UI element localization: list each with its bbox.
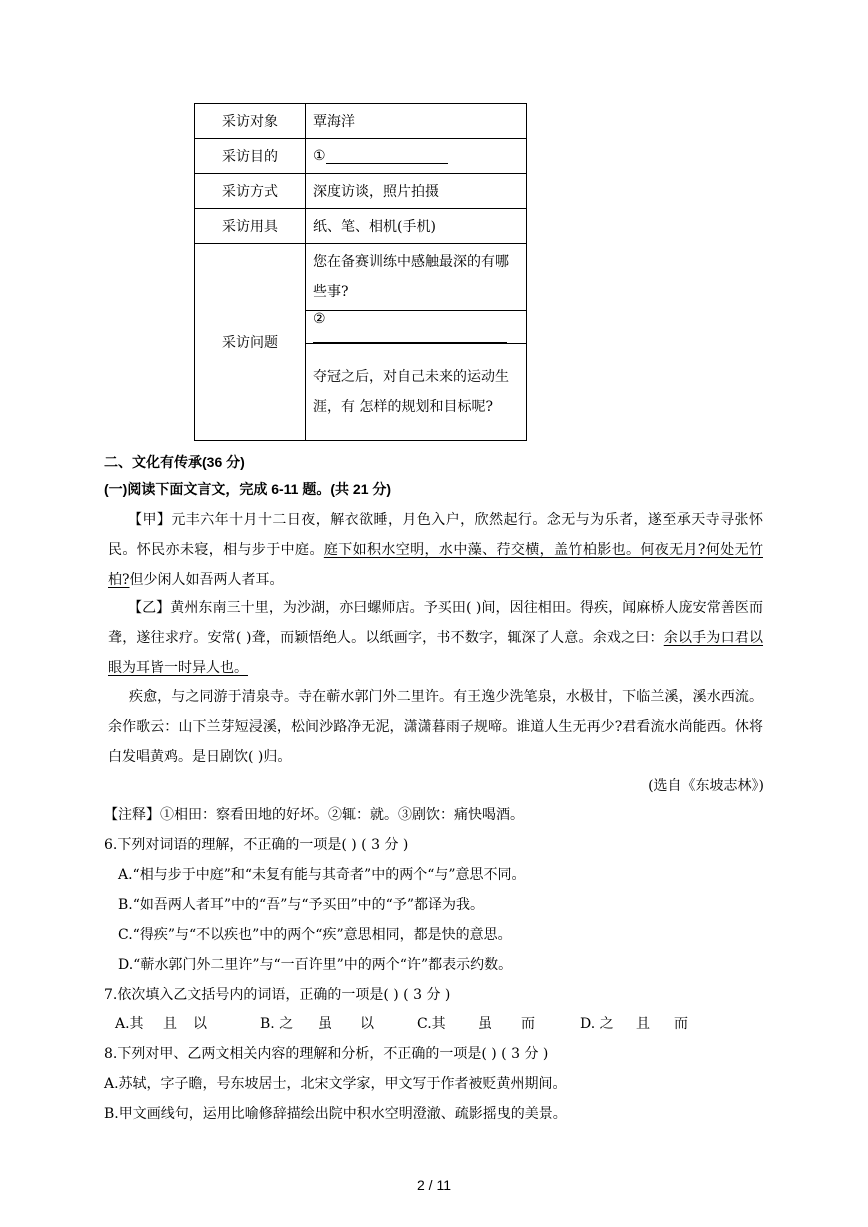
blank-number: ① [313, 148, 326, 164]
question-1: 您在备赛训练中感触最深的有哪些事? [313, 254, 509, 300]
table-row [195, 174, 527, 209]
table-row [195, 209, 527, 244]
answer-blank[interactable] [326, 149, 448, 164]
section-title: 二、文化有传承(36 分) [104, 454, 245, 470]
row-value [306, 139, 527, 174]
passage-jia: 【甲】元丰六年十月十二日夜，解衣欲睡，月色入户，欣然起行。念无与为乐者，遂至承天寺寻张怀民。怀民亦未寝，相与步于中庭。庭下如积水空明，水中藻、荇交横，盖竹柏影也。何夜无月?何处无竹柏?但少闲人如吾两人者耳。 [108, 512, 764, 588]
subsection-title: (一)阅读下面文言文，完成 6-11 题。(共 21 分) [104, 481, 392, 497]
table-row [195, 139, 527, 174]
q7-option-d[interactable]: D. 之 且 而 [580, 1016, 688, 1032]
question-7-stem: 7.依次填入乙文括号内的词语，正确的一项是( ) ( 3 分 ) [104, 987, 451, 1003]
q6-option-d[interactable]: D.“蕲水郭门外二里许”与“一百许里”中的两个“许”都表示约数。 [118, 957, 513, 973]
table-row [195, 104, 527, 139]
question-3: 夺冠之后，对自己未来的运动生涯，有 怎样的规划和目标呢? [306, 344, 526, 441]
row-label: 采访对象 [195, 104, 306, 139]
passage-tag: 【乙】 [128, 600, 171, 616]
question-2 [306, 311, 526, 344]
q6-option-a[interactable]: A.“相与步于中庭”和“未复有能与其奇者”中的两个“与”意思不同。 [118, 867, 526, 883]
question-8-stem: 8.下列对甲、乙两文相关内容的理解和分析，不正确的一项是( ) ( 3 分 ) [104, 1046, 549, 1062]
q8-option-b[interactable]: B.甲文画线句，运用比喻修辞描绘出院中积水空明澄澈、疏影摇曳的美景。 [104, 1106, 567, 1122]
row-value: 纸、笔、相机(手机) [306, 209, 527, 244]
table-row [195, 244, 527, 441]
passage-tag: 【甲】 [128, 512, 172, 528]
q6-option-b[interactable]: B.“如吾两人者耳”中的“吾”与“予买田”中的“予”都译为我。 [118, 897, 484, 913]
passage-yi: 【乙】黄州东南三十里，为沙湖，亦曰螺师店。予买田( )间，因往相田。得疾，闻麻桥人庞安常善医而聋，遂往求疗。安常( )聋，而颖悟绝人。以纸画字，书不数字，辄深了人意。余戏之曰：余以手为口君以眼为耳皆一时异人也。 [108, 600, 764, 676]
q8-option-a[interactable]: A.苏轼，字子瞻，号东坡居士，北宋文学家，甲文写于作者被贬黄州期间。 [104, 1076, 567, 1092]
row-value: 深度访谈，照片拍摄 [306, 174, 527, 209]
row-label: 采访目的 [195, 139, 306, 174]
q7-option-a[interactable]: A.其 且 以 [115, 1016, 207, 1032]
row-label: 采访问题 [195, 244, 306, 441]
annotation-note: 【注释】①相田：察看田地的好坏。②辄：就。③剧饮：痛快喝酒。 [104, 807, 524, 823]
q7-option-b[interactable]: B. 之 虽 以 [260, 1016, 374, 1032]
passage-yi-2: 疾愈，与之同游于清泉寺。寺在蕲水郭门外二里许。有王逸少洗笔泉，水极甘，下临兰溪，溪水西流。 余作歌云：山下兰芽短浸溪，松间沙路净无泥，潇潇暮雨子规啼。谁道人生无再少?君看流水尚能西。休将白发唱黄鸡。是日剧饮( )归。 [108, 689, 763, 765]
interview-table [194, 103, 527, 441]
q7-option-c[interactable]: C.其 虽 而 [417, 1016, 535, 1032]
source-citation: (选自《东坡志林》) [648, 778, 764, 794]
page-number: 2 / 11 [417, 1177, 451, 1193]
answer-blank[interactable] [313, 328, 507, 343]
underlined-sentence: 庭下如积水空明，水中藻、荇交横，盖竹柏影也。何夜无月?何处无竹柏? [108, 542, 763, 588]
row-value: 覃海洋 [306, 104, 527, 139]
q6-option-c[interactable]: C.“得疾”与“不以疾也”中的两个“疾”意思相同，都是快的意思。 [118, 927, 512, 943]
row-label: 采访用具 [195, 209, 306, 244]
underlined-sentence: 余以手为口君以眼为耳皆一时异人也。 [108, 630, 764, 676]
row-label: 采访方式 [195, 174, 306, 209]
questions-cell [306, 244, 527, 441]
blank-number: ② [313, 311, 326, 327]
question-6-stem: 6.下列对词语的理解，不正确的一项是( ) ( 3 分 ) [104, 837, 409, 853]
questions-list [306, 244, 526, 440]
